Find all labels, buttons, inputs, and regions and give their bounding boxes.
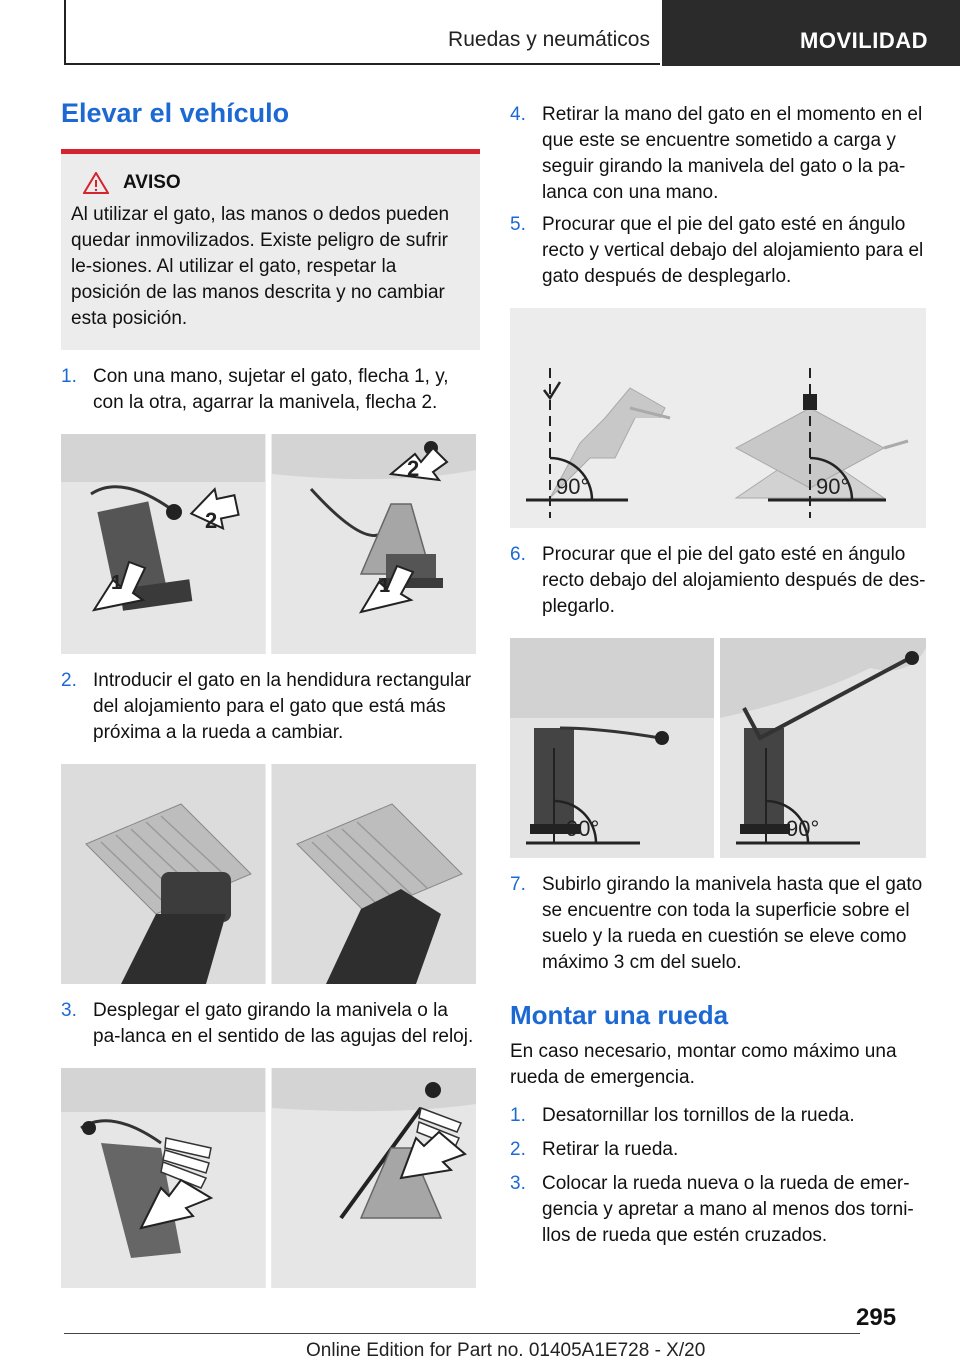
list-item bbox=[510, 1103, 926, 1129]
figure-jack-grip bbox=[61, 434, 476, 654]
warning-label: AVISO bbox=[123, 172, 181, 193]
step-number: 3. bbox=[61, 1000, 77, 1021]
angle-label-d: 90° bbox=[786, 816, 820, 841]
page-number: 295 bbox=[856, 1304, 897, 1331]
header-divider-bottom bbox=[64, 63, 660, 65]
step-text: Subirlo girando la manivela hasta que el gato se encuentre con toda la superficie sobre el suelo y la rueda en cuestión se eleve como máximo 3 cm del suelo. bbox=[542, 874, 923, 973]
step-text: Procurar que el pie del gato esté en ángulo recto debajo del alojamiento después de des-plegarlo. bbox=[542, 544, 926, 617]
jack-unfold-illustration bbox=[61, 1068, 476, 1288]
footer-edition: Online Edition for Part no. 01405A1E728 - X/20 bbox=[306, 1340, 706, 1361]
step-number: 4. bbox=[510, 104, 526, 125]
step-number: 2. bbox=[61, 670, 77, 691]
angle-label-b: 90° bbox=[816, 474, 850, 499]
step-text: Introducir el gato en la hendidura rectangular del alojamiento para el gato que está más próxima a la rueda a cambiar. bbox=[93, 670, 472, 743]
warning-triangle-icon bbox=[83, 172, 109, 194]
right-column bbox=[510, 102, 926, 1249]
figure-jack-angle-ground bbox=[510, 638, 926, 858]
step-text: Procurar que el pie del gato esté en ángulo recto y vertical debajo del alojamiento para el gato después de desplegarlo. bbox=[542, 214, 924, 287]
angle-label-c: 90° bbox=[566, 816, 600, 841]
list-item bbox=[510, 1171, 926, 1249]
step-text: Desatornillar los tornillos de la rueda. bbox=[542, 1105, 855, 1126]
step-number: 1. bbox=[510, 1105, 526, 1126]
jack-angle-ground-illustration bbox=[510, 638, 926, 858]
list-item bbox=[61, 998, 480, 1050]
arrow-1-label: 1 bbox=[111, 572, 123, 594]
list-item bbox=[61, 668, 480, 746]
step-number: 6. bbox=[510, 544, 526, 565]
list-item bbox=[510, 212, 926, 290]
step-number: 7. bbox=[510, 874, 526, 895]
jack-angle-vertical-illustration bbox=[510, 308, 926, 528]
header-divider-left bbox=[64, 0, 66, 64]
header-chapter-tab bbox=[662, 0, 960, 66]
list-item bbox=[510, 1137, 926, 1163]
list-item bbox=[510, 102, 926, 206]
step-text: Con una mano, sujetar el gato, flecha 1, y, con la otra, agarrar la manivela, flecha 2. bbox=[93, 366, 449, 413]
step-number: 1. bbox=[61, 366, 77, 387]
jack-socket-illustration bbox=[61, 764, 476, 984]
step-text: Retirar la mano del gato en el momento en el que este se encuentre sometido a carga y seguir girando la manivela del gato o la pa-lanca con una mano. bbox=[542, 104, 923, 203]
step-text: Desplegar el gato girando la manivela o la pa-lanca en el sentido de las agujas del reloj. bbox=[93, 1000, 474, 1047]
step-number: 2. bbox=[510, 1139, 526, 1160]
jack-grip-illustration bbox=[61, 434, 476, 654]
step-number: 5. bbox=[510, 214, 526, 235]
step-text: Retirar la rueda. bbox=[542, 1139, 679, 1160]
list-item bbox=[61, 364, 480, 416]
header-section-title: Ruedas y neumáticos bbox=[448, 28, 650, 51]
arrow-2-label: 2 bbox=[205, 508, 218, 533]
list-item bbox=[510, 872, 926, 976]
angle-label-a: 90° bbox=[556, 474, 590, 499]
step-text: Colocar la rueda nueva o la rueda de emer-gencia y apretar a mano al menos dos torni-llos de rueda que estén cruzados. bbox=[542, 1173, 914, 1246]
left-column bbox=[61, 98, 480, 1288]
warning-header bbox=[83, 172, 470, 194]
subsection-title: Montar una rueda bbox=[510, 1000, 729, 1030]
section-title: Elevar el vehículo bbox=[61, 98, 290, 128]
footer-rule bbox=[64, 1333, 860, 1334]
figure-jack-angle-vertical bbox=[510, 308, 926, 528]
arrow-2-label-b: 2 bbox=[407, 456, 420, 481]
figure-jack-unfold bbox=[61, 1068, 476, 1288]
warning-text: Al utilizar el gato, las manos o dedos pueden quedar inmovilizados. Existe peligro de sufrir le-siones. Al utilizar el gato, respetar la posición de las manos descrita y no cambiar esta posición. bbox=[71, 204, 450, 329]
subsection-intro: En caso necesario, montar como máximo una rueda de emergencia. bbox=[510, 1041, 897, 1088]
header-chapter-label: MOVILIDAD bbox=[800, 28, 928, 53]
figure-jack-socket bbox=[61, 764, 476, 984]
step-number: 3. bbox=[510, 1173, 526, 1194]
warning-box bbox=[61, 154, 480, 350]
list-item bbox=[510, 542, 926, 620]
arrow-1-label-b: 1 bbox=[379, 575, 391, 597]
